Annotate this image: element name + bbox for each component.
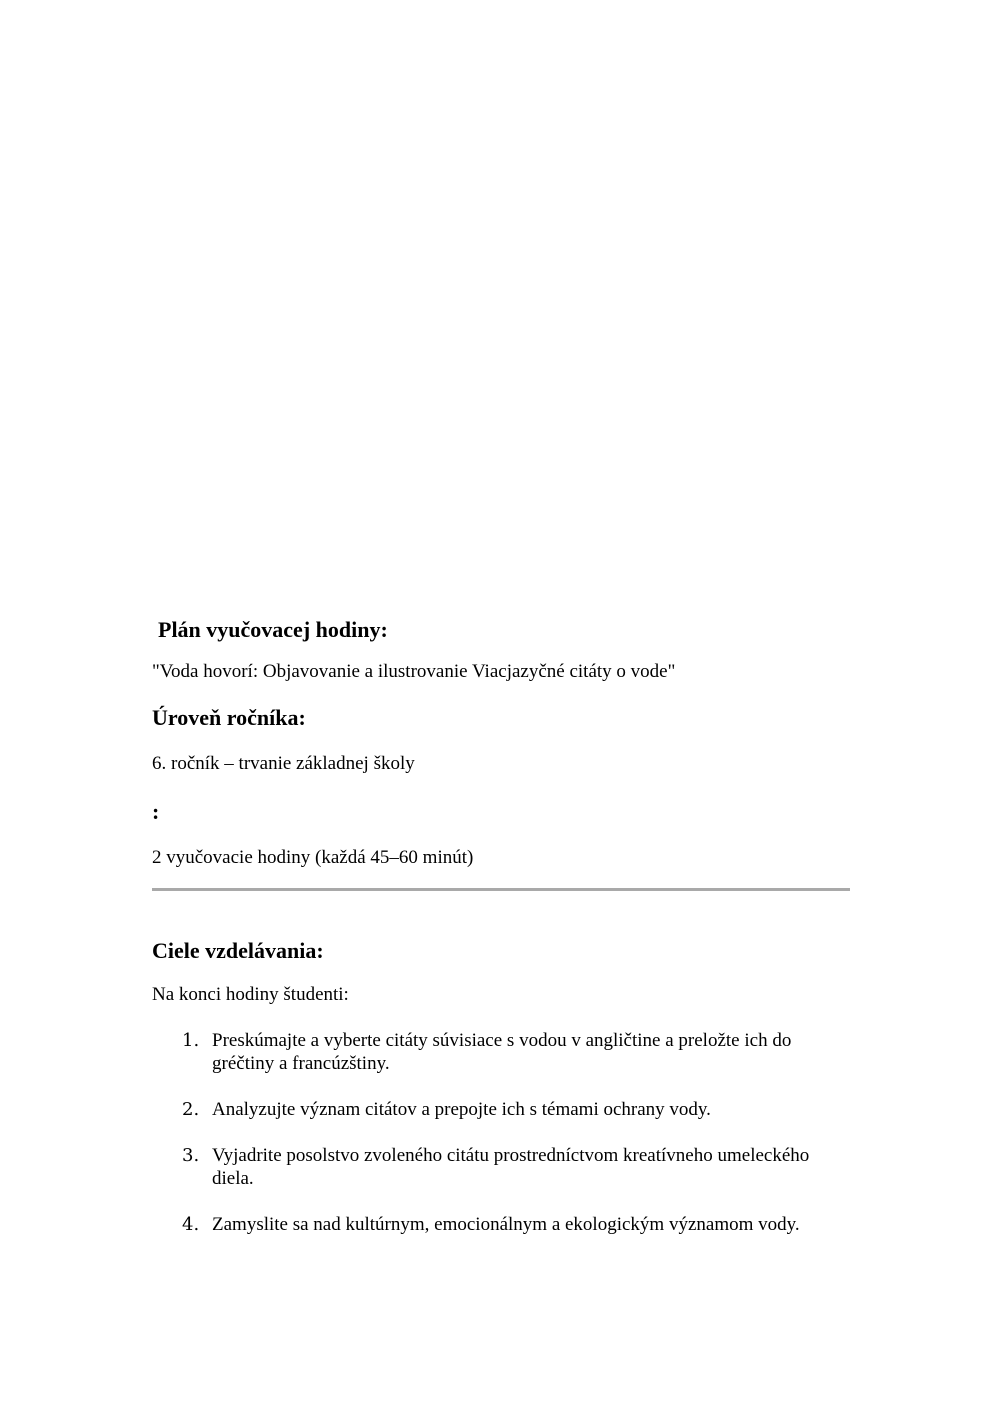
duration-heading: : <box>152 799 160 824</box>
lesson-plan-content <box>152 612 852 1259</box>
grade-level-value: 6. ročník – trvanie základnej školy <box>152 753 415 774</box>
list-item <box>152 1098 852 1121</box>
list-item-text: Analyzujte význam citátov a prepojte ich s témami ochrany vody. <box>212 1099 711 1120</box>
grade-level-heading: Úroveň ročníka: <box>152 705 306 730</box>
list-item-text: Preskúmajte a vyberte citáty súvisiace s vodou v angličtine a preložte ich do gréčtiny a francúzštiny. <box>212 1030 792 1074</box>
lesson-plan-title: Plán vyučovacej hodiny: <box>158 617 388 642</box>
objectives-heading: Ciele vzdelávania: <box>152 938 324 963</box>
horizontal-divider <box>152 888 850 891</box>
objectives-list <box>152 1029 852 1236</box>
list-item <box>152 1213 852 1236</box>
list-item-number: 1. <box>182 1030 200 1051</box>
list-item-number: 4. <box>182 1214 200 1235</box>
list-item-text: Zamyslite sa nad kultúrnym, emocionálnym a ekologickým významom vody. <box>212 1214 800 1235</box>
list-item <box>152 1144 852 1190</box>
lesson-subtitle: "Voda hovorí: Objavovanie a ilustrovanie Viacjazyčné citáty o vode" <box>152 661 676 682</box>
objectives-intro: Na konci hodiny študenti: <box>152 984 349 1005</box>
list-item-number: 3. <box>182 1145 200 1166</box>
list-item-text: Vyjadrite posolstvo zvoleného citátu prostredníctvom kreatívneho umeleckého diela. <box>212 1145 810 1189</box>
list-item <box>152 1029 852 1075</box>
list-item-number: 2. <box>182 1099 200 1120</box>
duration-value: 2 vyučovacie hodiny (každá 45–60 minút) <box>152 847 474 868</box>
